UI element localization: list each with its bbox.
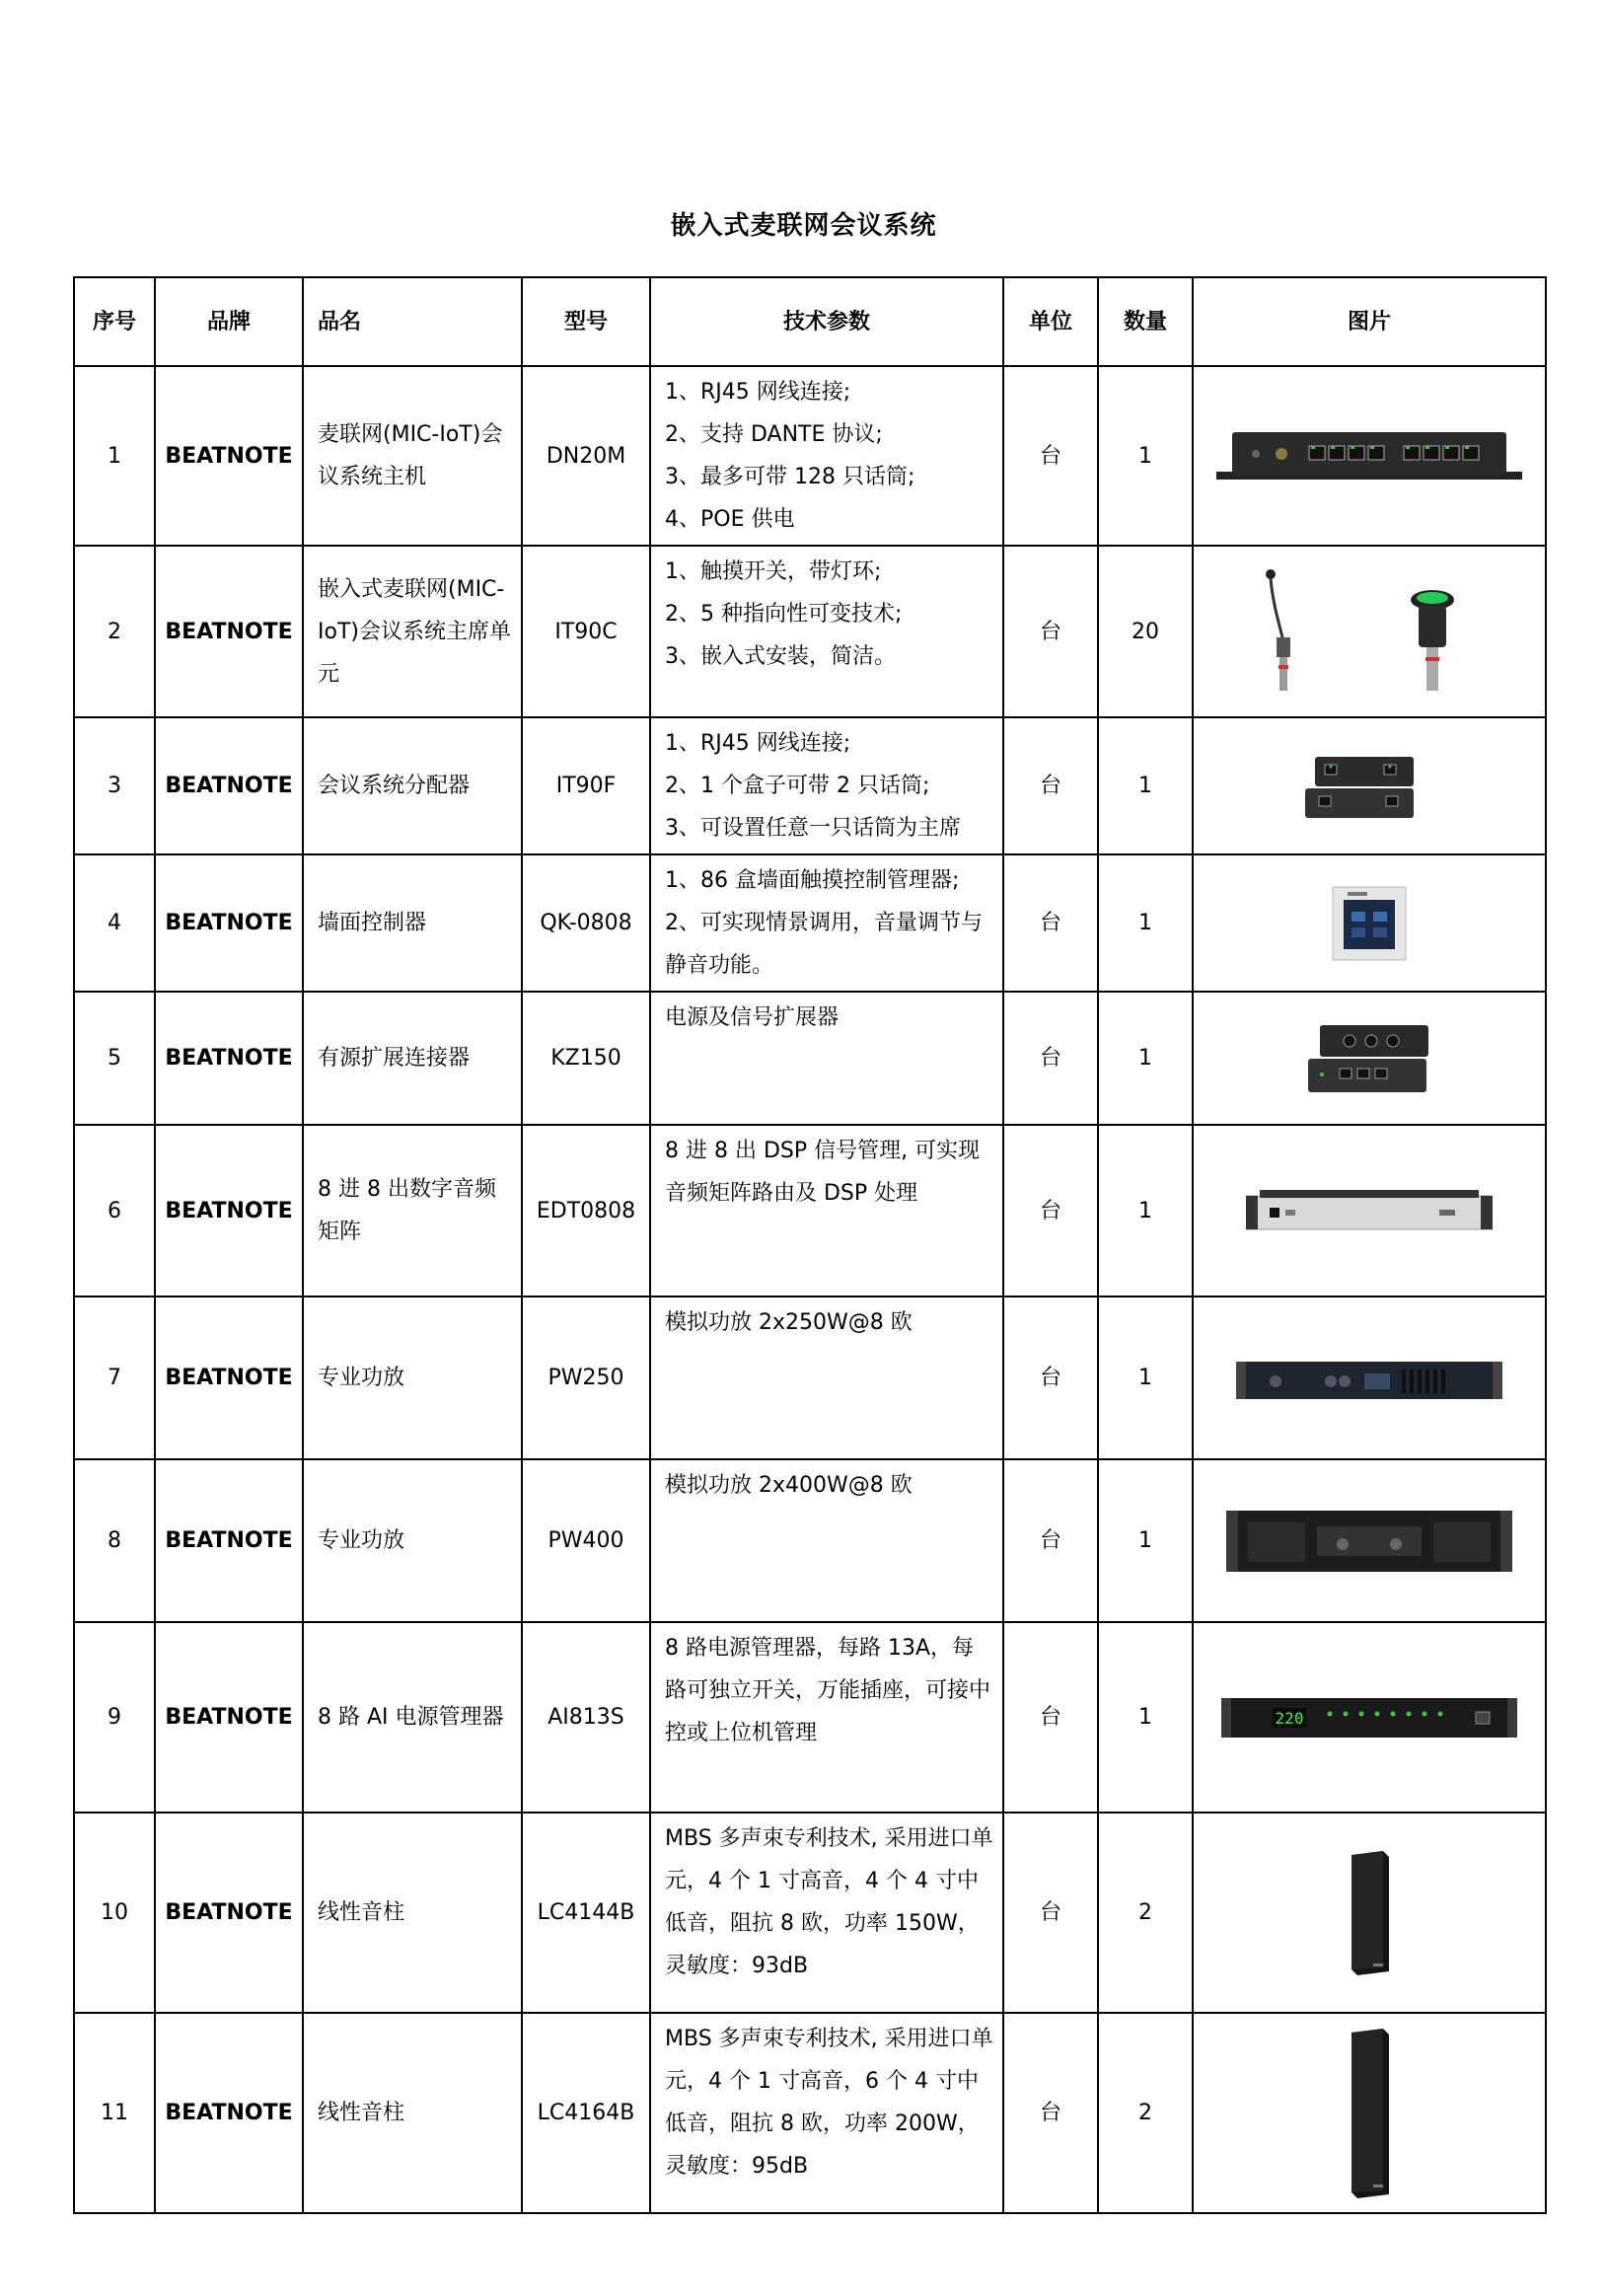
expansion-connector-icon	[1300, 1017, 1438, 1100]
row-image	[1193, 717, 1546, 854]
row-name: 嵌入式麦联网(MIC-IoT)会议系统主席单元	[303, 546, 522, 717]
row-brand: BEATNOTE	[155, 1622, 303, 1813]
row-qty: 1	[1098, 1622, 1193, 1813]
table-row	[74, 1296, 1546, 1459]
row-model: LC4144B	[522, 1813, 650, 2013]
row-image	[1193, 1296, 1546, 1459]
row-qty: 2	[1098, 1813, 1193, 2013]
row-name: 线性音柱	[303, 2013, 522, 2213]
row-name: 有源扩展连接器	[303, 992, 522, 1125]
param-line: 8 路电源管理器，每路 13A，每路可独立开关，万能插座，可接中控或上位机管理	[665, 1636, 991, 1745]
param-line: MBS 多声束专利技术, 采用进口单元，4 个 1 寸高音，4 个 4 寸中低音，阻抗 8 欧，功率 150W，灵敏度：93dB	[665, 1826, 993, 1978]
row-image	[1193, 1459, 1546, 1622]
row-name: 线性音柱	[303, 1813, 522, 2013]
header-brand: 品牌	[155, 277, 303, 366]
param-line: 3、最多可带 128 只话筒;	[665, 465, 915, 489]
table-row	[74, 992, 1546, 1125]
row-params	[650, 1125, 1003, 1296]
row-brand: BEATNOTE	[155, 1296, 303, 1459]
param-line: 模拟功放 2x400W@8 欧	[665, 1473, 913, 1498]
row-name: 墙面控制器	[303, 854, 522, 992]
row-qty: 1	[1098, 1125, 1193, 1296]
row-image	[1193, 1125, 1546, 1296]
row-no: 1	[74, 366, 155, 546]
row-qty: 20	[1098, 546, 1193, 717]
row-params	[650, 717, 1003, 854]
row-no: 10	[74, 1813, 155, 2013]
param-line: 1、触摸开关，带灯环;	[665, 559, 882, 584]
param-line: 2、可实现情景调用，音量调节与静音功能。	[665, 911, 983, 978]
row-model: LC4164B	[522, 2013, 650, 2213]
row-image	[1193, 366, 1546, 546]
row-brand: BEATNOTE	[155, 1459, 303, 1622]
row-qty: 2	[1098, 2013, 1193, 2213]
header-no: 序号	[74, 277, 155, 366]
gooseneck-microphone-icon	[1251, 562, 1488, 701]
row-image	[1193, 854, 1546, 992]
row-model: EDT0808	[522, 1125, 650, 1296]
table-row	[74, 1459, 1546, 1622]
row-params	[650, 1622, 1003, 1813]
row-params	[650, 1296, 1003, 1459]
row-qty: 1	[1098, 992, 1193, 1125]
row-model: QK-0808	[522, 854, 650, 992]
param-line: 1、RJ45 网线连接;	[665, 731, 851, 756]
row-unit: 台	[1003, 1125, 1098, 1296]
row-image	[1193, 546, 1546, 717]
table-row	[74, 854, 1546, 992]
param-line: 模拟功放 2x250W@8 欧	[665, 1310, 913, 1335]
param-line: MBS 多声束专利技术, 采用进口单元，4 个 1 寸高音，6 个 4 寸中低音，阻抗 8 欧，功率 200W，灵敏度：95dB	[665, 2027, 993, 2179]
row-unit: 台	[1003, 717, 1098, 854]
row-params	[650, 1813, 1003, 2013]
power-display-readout: 220	[1275, 1708, 1304, 1728]
table-row	[74, 546, 1546, 717]
header-qty: 数量	[1098, 277, 1193, 366]
table-row	[74, 366, 1546, 546]
row-model: IT90F	[522, 717, 650, 854]
row-model: AI813S	[522, 1622, 650, 1813]
row-unit: 台	[1003, 1622, 1098, 1813]
table-row	[74, 1813, 1546, 2013]
row-no: 6	[74, 1125, 155, 1296]
row-params	[650, 854, 1003, 992]
param-line: 1、86 盒墙面触摸控制管理器;	[665, 868, 960, 893]
row-brand: BEATNOTE	[155, 546, 303, 717]
conference-host-device-icon	[1216, 426, 1522, 485]
param-line: 2、支持 DANTE 协议;	[665, 422, 883, 447]
column-speaker-icon	[1340, 1849, 1399, 1977]
header-row	[74, 277, 1546, 366]
row-name: 8 进 8 出数字音频矩阵	[303, 1125, 522, 1296]
table-row	[74, 717, 1546, 854]
row-no: 11	[74, 2013, 155, 2213]
row-qty: 1	[1098, 717, 1193, 854]
row-image	[1193, 1622, 1546, 1813]
param-line: 3、可设置任意一只话筒为主席	[665, 816, 961, 841]
row-image	[1193, 1813, 1546, 2013]
header-unit: 单位	[1003, 277, 1098, 366]
row-qty: 1	[1098, 854, 1193, 992]
row-model: PW250	[522, 1296, 650, 1459]
row-model: DN20M	[522, 366, 650, 546]
row-params	[650, 366, 1003, 546]
wall-panel-icon	[1332, 886, 1407, 961]
row-no: 5	[74, 992, 155, 1125]
row-qty: 1	[1098, 366, 1193, 546]
row-image	[1193, 2013, 1546, 2213]
page-title: 嵌入式麦联网会议系统	[670, 211, 937, 241]
param-line: 1、RJ45 网线连接;	[665, 380, 851, 405]
row-no: 7	[74, 1296, 155, 1459]
row-no: 2	[74, 546, 155, 717]
row-brand: BEATNOTE	[155, 2013, 303, 2213]
row-model: KZ150	[522, 992, 650, 1125]
row-params	[650, 546, 1003, 717]
row-model: PW400	[522, 1459, 650, 1622]
row-brand: BEATNOTE	[155, 992, 303, 1125]
row-brand: BEATNOTE	[155, 1813, 303, 2013]
row-unit: 台	[1003, 1459, 1098, 1622]
row-params	[650, 2013, 1003, 2213]
row-unit: 台	[1003, 2013, 1098, 2213]
row-brand: BEATNOTE	[155, 1125, 303, 1296]
row-unit: 台	[1003, 992, 1098, 1125]
row-no: 9	[74, 1622, 155, 1813]
row-name: 专业功放	[303, 1459, 522, 1622]
table-row	[74, 1125, 1546, 1296]
row-brand: BEATNOTE	[155, 366, 303, 546]
row-qty: 1	[1098, 1459, 1193, 1622]
row-unit: 台	[1003, 546, 1098, 717]
row-brand: BEATNOTE	[155, 717, 303, 854]
row-unit: 台	[1003, 1296, 1098, 1459]
row-model: IT90C	[522, 546, 650, 717]
row-no: 4	[74, 854, 155, 992]
param-line: 2、1 个盒子可带 2 只话筒;	[665, 774, 930, 798]
row-qty: 1	[1098, 1296, 1193, 1459]
table-row	[74, 2013, 1546, 2213]
power-amplifier-icon	[1236, 1352, 1502, 1405]
header-name: 品名	[303, 277, 522, 366]
row-brand: BEATNOTE	[155, 854, 303, 992]
param-line: 电源及信号扩展器	[665, 1005, 840, 1030]
header-params: 技术参数	[650, 277, 1003, 366]
row-name: 8 路 AI 电源管理器	[303, 1622, 522, 1813]
equipment-table	[73, 276, 1547, 2214]
row-name: 专业功放	[303, 1296, 522, 1459]
audio-matrix-rack-icon	[1246, 1186, 1493, 1235]
row-no: 3	[74, 717, 155, 854]
param-line: 8 进 8 出 DSP 信号管理, 可实现音频矩阵路由及 DSP 处理	[665, 1139, 981, 1206]
param-line: 3、嵌入式安装，简洁。	[665, 644, 896, 669]
row-unit: 台	[1003, 854, 1098, 992]
param-line: 2、5 种指向性可变技术;	[665, 602, 903, 627]
header-image: 图片	[1193, 277, 1546, 366]
row-params	[650, 992, 1003, 1125]
distributor-box-icon	[1295, 747, 1443, 826]
row-unit: 台	[1003, 1813, 1098, 2013]
column-speaker-tall-icon	[1340, 2027, 1399, 2200]
header-model: 型号	[522, 277, 650, 366]
row-no: 8	[74, 1459, 155, 1622]
power-manager-rack-icon	[1221, 1692, 1517, 1743]
row-params	[650, 1459, 1003, 1622]
power-amplifier-2u-icon	[1226, 1505, 1512, 1578]
row-unit: 台	[1003, 366, 1098, 546]
row-image	[1193, 992, 1546, 1125]
param-line: 4、POE 供电	[665, 507, 795, 532]
table-row	[74, 1622, 1546, 1813]
row-name: 麦联网(MIC-IoT)会议系统主机	[303, 366, 522, 546]
row-name: 会议系统分配器	[303, 717, 522, 854]
